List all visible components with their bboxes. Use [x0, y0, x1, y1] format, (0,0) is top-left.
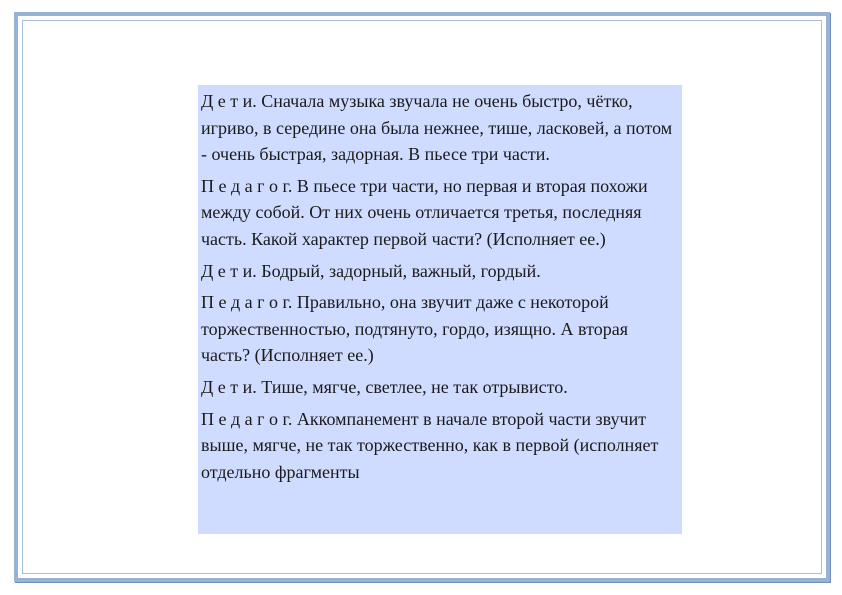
dialogue-paragraph-children-1: Д е т и. Сначала музыка звучала не очень быстро, чётко, игриво, в середине она была нежнее, тише, ласковей, а потом - очень быстрая, задорная. В пьесе три части.: [201, 91, 673, 165]
dialogue-paragraph-teacher-2: П е д а г о г. Правильно, она звучит даже с некоторой торжественностью, подтянуто, гордо, изящно. А вторая часть? (Исполняет ее.): [201, 292, 628, 366]
dialogue-text-box: [198, 85, 682, 534]
dialogue-paragraph-teacher-3: П е д а г о г. Аккомпанемент в начале второй части звучит выше, мягче, не так торжественно, как в первой (исполняет отдельно фрагменты: [201, 408, 659, 482]
dialogue-paragraph-children-2: Д е т и. Бодрый, задорный, важный, гордый.: [201, 260, 541, 281]
dialogue-paragraph-children-3: Д е т и. Тише, мягче, светлее, не так отрывисто.: [201, 376, 568, 397]
dialogue-paragraph-teacher-1: П е д а г о г. В пьесе три части, но первая и вторая похожи между собой. От них очень отличается третья, последняя часть. Какой характер первой части? (Исполняет ее.): [201, 175, 648, 249]
